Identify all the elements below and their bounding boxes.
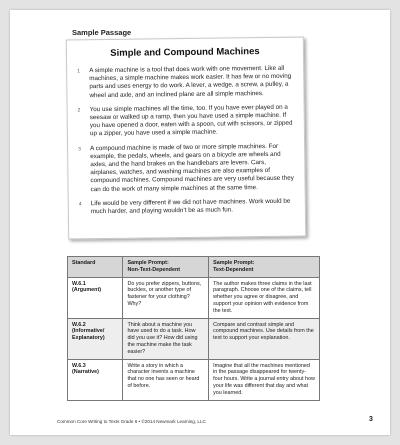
- footer-copyright: Common Core Writing to Texts Grade 6 • ©2014 Newmark Learning, LLC: [57, 419, 206, 424]
- passage-paragraph: [78, 142, 295, 194]
- paragraph-number: 1: [77, 68, 80, 75]
- paragraph-text: Life would be very different if we did not have machines. Work would be much harder, and playing wouldn’t be as much fun.: [90, 197, 291, 216]
- non-text-prompt-cell: Think about a machine you have used to do a task. How did you use it? How did using the machine make the task easier?: [123, 318, 209, 359]
- worksheet-page: [10, 10, 390, 435]
- text-prompt-cell: The author makes three claims in the last paragraph. Choose one of the claims, tell whether you agree or disagree, and support your opinion with evidence from the text.: [209, 277, 320, 318]
- paragraph-number: 2: [77, 107, 81, 114]
- table-row: [68, 318, 320, 359]
- non-text-prompt-cell: Write a story in which a character invents a machine that no one has seen or heard of before.: [123, 359, 209, 400]
- table-row: [68, 277, 320, 318]
- paragraph-text: A compound machine is made of two or more simple machines. For example, the pedals, wheels, and gears on a bicycle are wheels and axles, and the hand brakes on the handlebars are levers. Cars, airplanes, watches, and washing machines are also examples of compound machines. Compound machines are very useful because they can do the work of many simple machines at the same time.: [90, 142, 294, 193]
- header-non-text-dependent: Sample Prompt: Non-Text-Dependent: [123, 257, 209, 278]
- text-prompt-cell: Imagine that all the machines mentioned in the passage disappeared for twenty-four hours. Write a journal entry about how your life was different that day and what you learned.: [209, 359, 320, 400]
- section-label: Sample Passage: [72, 28, 132, 37]
- paragraph-text: You use simple machines all the time, too. If you have ever played on a seesaw or walked up a ramp, then you have used a simple machine. If you have opened a door, eaten with a spoon, cut with scissors, or zipped up a zipper, you have used a simple machine.: [89, 103, 293, 138]
- table-header-row: [68, 257, 320, 278]
- header-text-dependent: Sample Prompt: Text-Dependent: [209, 257, 320, 278]
- paragraph-number: 4: [78, 201, 82, 208]
- standard-cell: W.6.3 (Narrative): [68, 359, 123, 400]
- header-standard: Standard: [68, 257, 123, 278]
- paragraph-number: 3: [78, 145, 81, 152]
- text-prompt-cell: Compare and contrast simple and compound machines. Use details from the text to support your explanation.: [209, 318, 320, 359]
- paragraph-text: A simple machine is a tool that does work with one movement. Like all machines, a simple machine makes work easier. It has few or no moving parts and uses energy to do work. A lever, a wedge, a screw, a pulley, a wheel and axle, and an inclined plane are all simple machines.: [89, 64, 292, 99]
- passage-paragraph: [77, 65, 293, 100]
- prompt-table: [67, 256, 320, 401]
- passage-paragraph: [78, 103, 294, 138]
- passage-title: Simple and Compound Machines: [110, 46, 260, 59]
- page-number: 3: [369, 416, 373, 423]
- standard-cell: W.6.2 (Informative/ Explanatory): [68, 318, 123, 359]
- prompt-table-container: [67, 256, 320, 401]
- passage-paragraph: [79, 198, 295, 217]
- non-text-prompt-cell: Do you prefer zippers, buttons, buckles, or another type of fastener for your clothing? Why?: [123, 277, 209, 318]
- table-row: [68, 359, 320, 400]
- standard-cell: W.6.1 (Argument): [68, 277, 123, 318]
- passage-card: [66, 37, 306, 240]
